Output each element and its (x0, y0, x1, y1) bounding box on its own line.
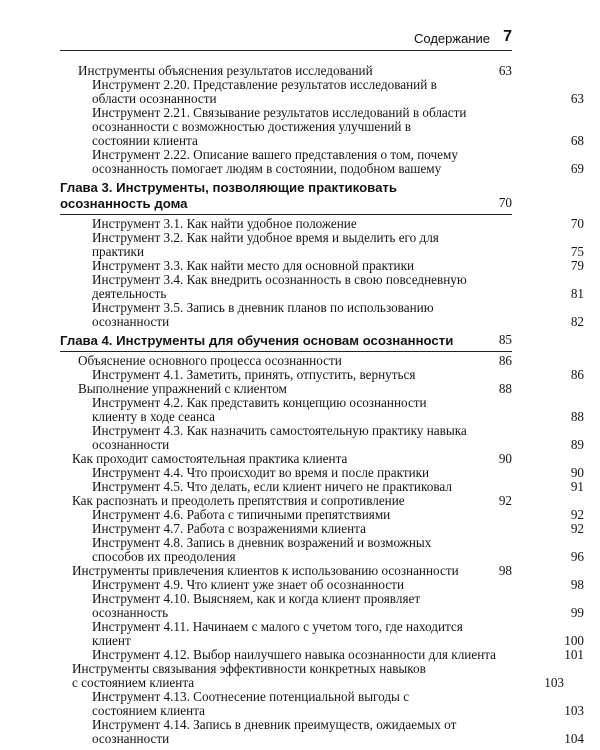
toc-entry-page: 103 (544, 675, 564, 690)
toc-entry-page: 63 (570, 91, 584, 106)
toc-entry-title: Инструмент 3.1. Как найти удобное положение (92, 216, 357, 231)
toc-entry-title: Инструмент 3.5. Запись в дневник планов по использованию осознанности (92, 300, 434, 329)
toc-section-entry[interactable] (60, 382, 512, 396)
toc-entry-page: 86 (570, 367, 584, 382)
toc-tool-entry[interactable] (60, 147, 584, 176)
toc-tool-entry[interactable] (60, 535, 584, 564)
toc-entry-page: 81 (570, 286, 584, 301)
toc-entry-title: Глава 3. Инструменты, позволяющие практиковать осознанность дома (60, 180, 397, 211)
toc-entry-page: 98 (570, 577, 584, 592)
toc-entry-page: 92 (570, 507, 584, 522)
toc-entry-page: 101 (564, 647, 584, 662)
toc-tool-entry[interactable] (60, 367, 584, 382)
toc-entry-title: Инструмент 2.21. Связывание результатов исследований в области осознанности с возможностью достижения улучшений в состоянии клиента (92, 105, 467, 148)
toc-entry-title: Инструмент 4.11. Начинаем с малого с учетом того, где находится клиент (92, 619, 463, 648)
toc-entry-title: Инструмент 4.10. Выясняем, как и когда клиент проявляет осознанность (92, 591, 421, 620)
toc-entry-title: Инструменты объяснения результатов исследований (78, 63, 373, 78)
toc-chapter-entry[interactable] (60, 333, 512, 352)
running-header (60, 28, 512, 51)
toc-tool-entry[interactable] (60, 521, 584, 536)
toc-tool-entry[interactable] (60, 465, 584, 480)
toc-entry-page: 103 (564, 703, 584, 718)
toc-entry-page: 75 (570, 244, 584, 259)
toc-entry-title: Инструмент 4.8. Запись в дневник возражений и возможных способов их преодоления (92, 535, 432, 564)
toc-entry-page: 70 (498, 195, 512, 210)
toc-entry-title: Инструмент 4.3. Как назначить самостоятельную практику навыка осознанности (92, 423, 467, 452)
toc-entry-page: 88 (498, 381, 512, 396)
toc-entry-page: 82 (570, 314, 584, 329)
toc-entry-title: Инструмент 4.6. Работа с типичными препятствиями (92, 507, 391, 522)
toc-entry-page: 79 (570, 258, 584, 273)
toc-tool-entry[interactable] (60, 619, 584, 648)
toc-chapter-entry[interactable] (60, 180, 512, 215)
toc-section-entry[interactable] (60, 354, 512, 368)
toc-entry-page: 85 (498, 332, 512, 347)
toc-entry-title: Инструмент 2.22. Описание вашего представления о том, почему осознанность помогает людям в состоянии, подобном вашему (92, 147, 458, 176)
toc-entry-page: 88 (570, 409, 584, 424)
toc-tool-entry[interactable] (60, 258, 584, 273)
toc-tool-entry[interactable] (60, 230, 584, 259)
toc-entry-page: 98 (498, 563, 512, 578)
toc-entry-page: 99 (570, 605, 584, 620)
toc-tool-entry[interactable] (60, 507, 584, 522)
toc-entry-page: 89 (570, 437, 584, 452)
page-number: 7 (503, 28, 512, 45)
toc-entry-page: 91 (570, 479, 584, 494)
toc-tool-entry[interactable] (60, 423, 584, 452)
toc-tool-entry[interactable] (60, 395, 584, 424)
toc-entry-title: Инструмент 4.12. Выбор наилучшего навыка осознанности для клиента (92, 647, 497, 662)
toc-section-entry[interactable] (60, 661, 564, 690)
toc-entry-page: 86 (498, 353, 512, 368)
section-title: Содержание (414, 31, 490, 46)
toc-entry-title: Инструмент 4.5. Что делать, если клиент ничего не практиковал (92, 479, 452, 494)
toc-entry-title: Как распознать и преодолеть препятствия и сопротивление (72, 493, 405, 508)
toc-entry-title: Инструмент 3.2. Как найти удобное время и выделить его для практики (92, 230, 439, 259)
toc-entry-page: 90 (498, 451, 512, 466)
toc-section-entry[interactable] (60, 564, 512, 578)
toc-tool-entry[interactable] (60, 717, 584, 746)
toc-tool-entry[interactable] (60, 216, 584, 231)
toc-tool-entry[interactable] (60, 591, 584, 620)
toc-tool-entry[interactable] (60, 577, 584, 592)
toc-entry-page: 68 (570, 133, 584, 148)
toc-entry-title: Инструмент 3.4. Как внедрить осознанность в свою повседневную деятельность (92, 272, 467, 301)
toc-entry-title: Инструменты связывания эффективности конкретных навыков с состоянием клиента (72, 661, 426, 690)
toc-entry-page: 63 (498, 63, 512, 78)
toc-tool-entry[interactable] (60, 300, 584, 329)
toc-section-entry[interactable] (60, 64, 512, 78)
toc-tool-entry[interactable] (60, 479, 584, 494)
toc-entry-title: Инструмент 4.1. Заметить, принять, отпустить, вернуться (92, 367, 416, 382)
toc-tool-entry[interactable] (60, 77, 584, 106)
toc-entry-page: 96 (570, 549, 584, 564)
toc-entry-title: Инструмент 3.3. Как найти место для основной практики (92, 258, 415, 273)
toc-tool-entry[interactable] (60, 689, 584, 718)
toc-entry-title: Инструмент 2.20. Представление результатов исследований в области осознанности (92, 77, 437, 106)
toc-entry-page: 90 (570, 465, 584, 480)
table-of-contents (60, 63, 584, 746)
toc-entry-title: Инструмент 4.9. Что клиент уже знает об осознанности (92, 577, 404, 592)
toc-entry-page: 92 (570, 521, 584, 536)
toc-entry-page: 69 (570, 161, 584, 176)
toc-entry-title: Инструмент 4.7. Работа с возражениями клиента (92, 521, 366, 536)
toc-entry-title: Выполнение упражнений с клиентом (78, 381, 287, 396)
toc-entry-title: Инструмент 4.4. Что происходит во время и после практики (92, 465, 430, 480)
toc-entry-page: 104 (564, 731, 584, 746)
toc-section-entry[interactable] (60, 494, 512, 508)
toc-entry-title: Как проходит самостоятельная практика клиента (72, 451, 348, 466)
toc-tool-entry[interactable] (60, 105, 584, 148)
toc-entry-page: 92 (498, 493, 512, 508)
toc-entry-page: 70 (570, 216, 584, 231)
toc-entry-title: Инструмент 4.2. Как представить концепцию осознанности клиенту в ходе сеанса (92, 395, 427, 424)
toc-entry-title: Инструмент 4.13. Соотнесение потенциальной выгоды с состоянием клиента (92, 689, 410, 718)
toc-entry-page: 100 (564, 633, 584, 648)
toc-entry-title: Инструменты привлечения клиентов к использованию осознанности (72, 563, 459, 578)
toc-tool-entry[interactable] (60, 647, 584, 662)
toc-entry-title: Объяснение основного процесса осознанности (78, 353, 342, 368)
toc-tool-entry[interactable] (60, 272, 584, 301)
toc-entry-title: Инструмент 4.14. Запись в дневник преимуществ, ожидаемых от осознанности (92, 717, 457, 746)
toc-entry-title: Глава 4. Инструменты для обучения основам осознанности (60, 333, 454, 348)
toc-section-entry[interactable] (60, 452, 512, 466)
